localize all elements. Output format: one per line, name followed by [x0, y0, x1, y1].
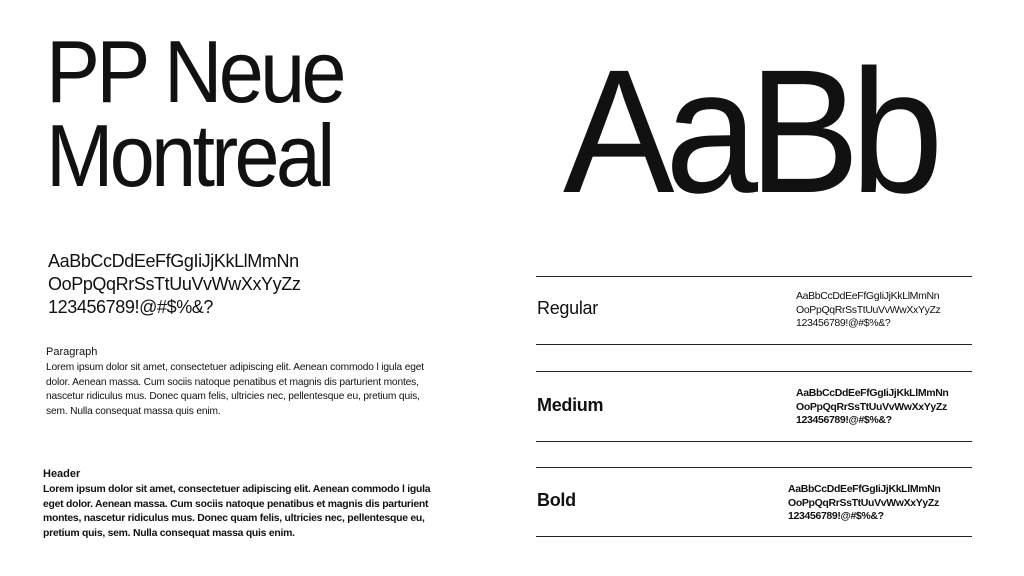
divider-line [536, 344, 972, 345]
charset-line-1: AaBbCcDdEeFfGgIiJjKkLlMmNn [48, 251, 299, 271]
divider-line [536, 467, 972, 468]
header-text: Lorem ipsum dolor sit amet, consectetuer adipiscing elit. Aenean commodo l igula eget dolor. Aenean massa. Cum sociis natoque penatibus et magnis dis parturient montes, nascetur ridiculus mus. Donec quam felis, ultricies nec, pellentesque eu, pretium quis, sem. Nulla consequat massa quis enim. [43, 484, 431, 539]
sample-medium-line-1: AaBbCcDdEeFfGgIiJjKkLlMmNn [796, 387, 949, 399]
paragraph-text: Lorem ipsum dolor sit amet, consectetuer adipiscing elit. Aenean commodo l igula eget dolor. Aenean massa. Cum sociis natoque penatibus et magnis dis parturient montes, nascetur ridiculus mus. Donec quam felis, ultricies nec, pellentesque eu, pretium quis, sem. Nulla consequat massa quis enim. [46, 362, 424, 417]
divider-line [536, 276, 972, 277]
sample-medium-line-3: 123456789!@#$%&? [796, 414, 892, 426]
sample-medium-line-2: OoPpQqRrSsTtUuVvWwXxYyZz [796, 400, 947, 413]
paragraph-label: Paragraph [46, 346, 98, 358]
sample-regular-line-1: AaBbCcDdEeFfGgIiJjKkLlMmNn [796, 290, 940, 302]
charset-line-3: 123456789!@#$%&? [48, 297, 214, 317]
font-title [46, 22, 478, 205]
header-label: Header [43, 468, 81, 480]
sample-bold-line-1: AaBbCcDdEeFfGgIiJjKkLlMmNn [788, 483, 941, 495]
sample-regular-line-2: OoPpQqRrSsTtUuVvWwXxYyZz [796, 303, 941, 316]
divider-line [536, 371, 972, 372]
weight-label-regular: Regular [537, 298, 598, 318]
divider-line [536, 441, 972, 442]
weight-sample-regular [796, 290, 976, 331]
hero-specimen: AaBb [563, 34, 935, 230]
sample-bold-line-2: OoPpQqRrSsTtUuVvWwXxYyZz [788, 496, 939, 509]
divider-line [536, 536, 972, 537]
weight-sample-medium [796, 387, 976, 428]
charset-line-2: OoPpQqRrSsTtUuVvWwXxYyZz [48, 274, 301, 294]
sample-regular-line-3: 123456789!@#$%&? [796, 317, 891, 329]
font-title-line-1: PP Neue [46, 22, 343, 121]
font-title-line-2: Montreal [46, 106, 332, 205]
sample-bold-line-3: 123456789!@#$%&? [788, 510, 884, 522]
weight-label-medium: Medium [537, 395, 604, 415]
weight-label-bold: Bold [537, 490, 576, 510]
weight-sample-bold [788, 483, 968, 524]
character-set [48, 250, 468, 319]
